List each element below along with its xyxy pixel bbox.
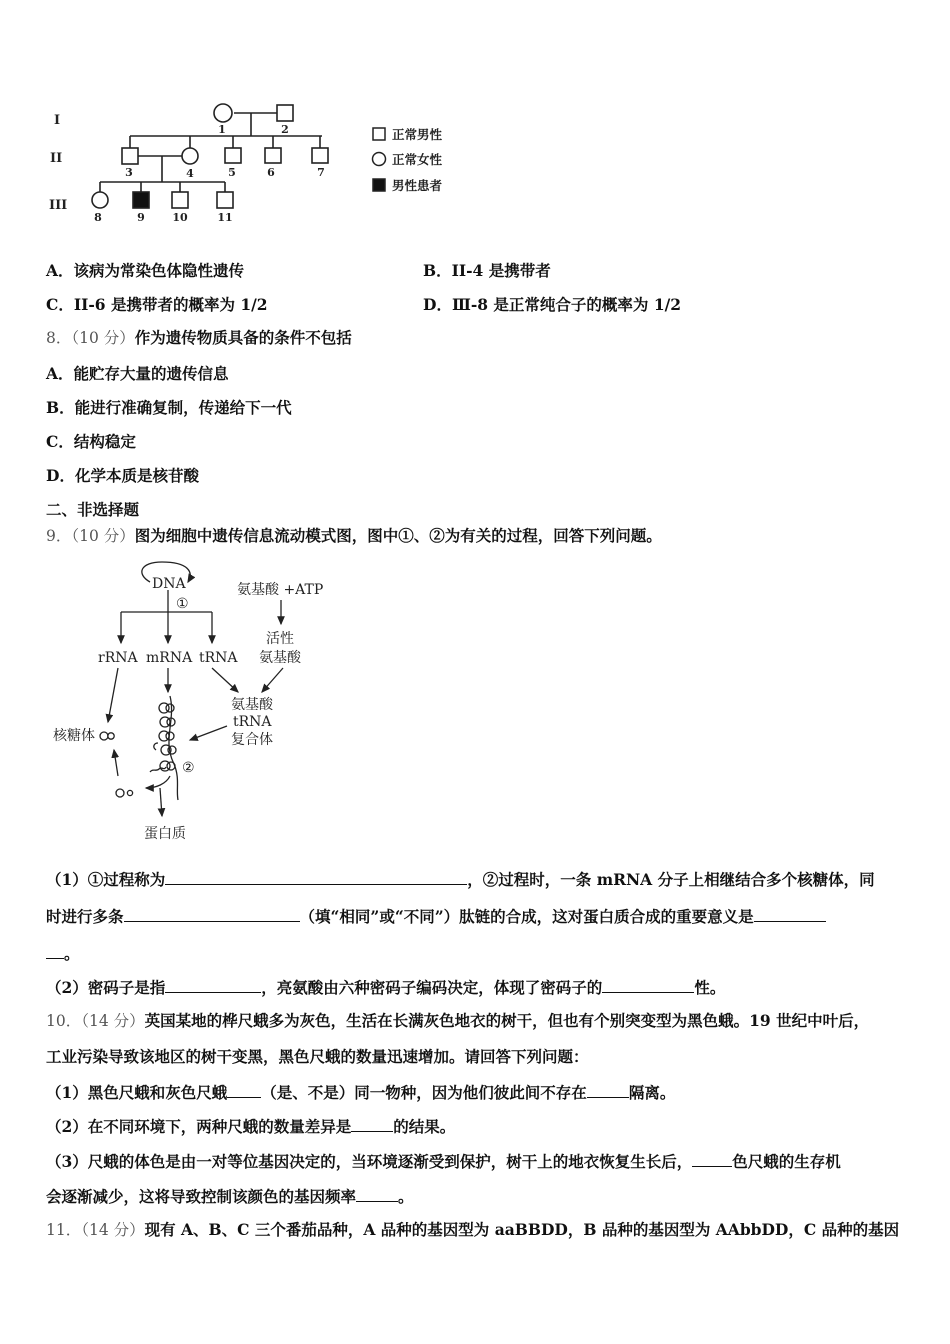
q11-line1: [46, 1220, 899, 1240]
label-dna: DNA: [152, 576, 186, 592]
member-number: 4: [186, 167, 194, 180]
label-rrna: rRNA: [98, 650, 138, 666]
q8-option-d[interactable]: D．化学本质是核苷酸: [46, 466, 199, 485]
q10-p3-text-b: 色尺蛾的生存机: [732, 1152, 841, 1171]
legend-affected-male: 男性患者: [392, 178, 443, 193]
member-number: 2: [281, 123, 289, 136]
q10-part2: [46, 1115, 455, 1137]
label-activated-2: 氨基酸: [259, 650, 301, 666]
legend-affected-male-icon: [373, 179, 385, 191]
member-4-female: [182, 148, 198, 164]
label-complex-3: 复合体: [231, 732, 273, 748]
legend-normal-male: 正常男性: [392, 127, 443, 142]
q8-option-a[interactable]: A．能贮存大量的遗传信息: [46, 364, 229, 383]
q7-option-c[interactable]: C．II-6 是携带者的概率为 1/2: [46, 295, 268, 314]
q9-blank-1[interactable]: [165, 868, 467, 885]
member-2-male: [277, 105, 293, 121]
gen-label-3: III: [49, 198, 68, 213]
label-complex-2: tRNA: [233, 714, 272, 730]
q8-stem: [46, 328, 352, 348]
member-7-male: [312, 148, 328, 163]
q10-p2-text-b: 的结果。: [393, 1117, 456, 1136]
q11-text-1: 现有 A、B、C 三个番茄品种，A 品种的基因型为 aaBBDD，B 品种的基因型为 AAbbDD，C 品种的基因: [144, 1220, 900, 1239]
q9-text: 图为细胞中遗传信息流动模式图，图中①、②为有关的过程，回答下列问题。: [134, 526, 662, 545]
q10-blank-4[interactable]: [692, 1150, 732, 1167]
label-complex-1: 氨基酸: [231, 697, 273, 713]
gen-label-2: II: [50, 151, 63, 166]
member-9-affected-male: [133, 192, 149, 208]
label-activated-1: 活性: [266, 631, 294, 647]
q7-option-d[interactable]: D．Ⅲ-8 是正常纯合子的概率为 1/2: [423, 295, 682, 314]
label-ribosome: 核糖体: [53, 728, 95, 744]
q9-p1-text-c: 时进行多条: [46, 907, 124, 926]
q9-blank-2[interactable]: [124, 905, 300, 922]
q10-blank-3[interactable]: [351, 1115, 393, 1132]
q10-line2: 工业污染导致该地区的树干变黑，黑色尺蛾的数量迅速增加。请回答下列问题：: [46, 1047, 589, 1066]
gene-expression-diagram: [0, 550, 950, 850]
member-number: 8: [94, 211, 102, 224]
q10-part1: [46, 1081, 675, 1103]
q10-p3-text-a: （3）尺蛾的体色是由一对等位基因决定的，当环境逐渐受到保护，树干上的地衣恢复生长后，: [46, 1152, 693, 1171]
member-8-female: [92, 192, 108, 208]
label-process-1: ①: [176, 596, 189, 612]
q7-option-a[interactable]: A．该病为常染色体隐性遗传: [46, 261, 245, 280]
q10-part3-line1: [46, 1150, 841, 1172]
q9-stem: [46, 526, 662, 546]
q10-p1-text-c: 隔离。: [628, 1083, 676, 1102]
q10-p2-text-a: （2）在不同环境下，两种尺蛾的数量差异是: [46, 1117, 352, 1136]
q9-blank-3-cont[interactable]: [46, 942, 64, 959]
legend-normal-male-icon: [373, 128, 385, 140]
label-process-2: ②: [182, 760, 195, 776]
member-3-male: [122, 148, 138, 164]
q8-number: 8．（10 分）: [46, 329, 135, 347]
q8-option-c[interactable]: C．结构稳定: [46, 432, 136, 451]
label-protein: 蛋白质: [144, 826, 186, 842]
q9-part1-line1: [46, 868, 875, 890]
member-10-male: [172, 192, 188, 208]
member-number: 9: [137, 211, 145, 224]
q7-option-b[interactable]: B．II-4 是携带者: [423, 261, 551, 280]
legend-normal-female-icon: [373, 153, 386, 166]
member-number: 1: [218, 123, 226, 136]
q10-blank-2[interactable]: [587, 1081, 629, 1098]
q10-blank-1[interactable]: [227, 1081, 261, 1098]
member-1-female: [214, 104, 232, 122]
q9-p2-text-c: 性。: [694, 978, 726, 997]
member-number: 5: [228, 166, 236, 179]
q10-p1-text-b: （是、不是）同一物种，因为他们彼此间不存在: [261, 1083, 587, 1102]
q10-line1: [46, 1011, 869, 1031]
q10-blank-5[interactable]: [356, 1185, 398, 1202]
q10-p3-text-d: 。: [398, 1187, 414, 1206]
pedigree-chart: [0, 0, 950, 230]
q10-part3-line2: [46, 1185, 414, 1207]
q9-part1-line3: [46, 942, 80, 964]
legend-normal-female: 正常女性: [392, 152, 443, 167]
q11-number: 11．（14 分）: [46, 1221, 145, 1239]
q9-p1-text-b: ，②过程时，一条 mRNA 分子上相继结合多个核糖体，同: [467, 870, 875, 889]
label-trna: tRNA: [199, 650, 238, 666]
q10-p1-text-a: （1）黑色尺蛾和灰色尺蛾: [46, 1083, 228, 1102]
q9-p2-text-b: ，亮氨酸由六种密码子编码决定，体现了密码子的: [261, 978, 603, 997]
ribosome-subunit-icon: [116, 789, 124, 797]
q9-part2: [46, 976, 725, 998]
member-number: 11: [217, 211, 233, 224]
q10-p3-text-c: 会逐渐减少，这将导致控制该颜色的基因频率: [46, 1187, 357, 1206]
q9-blank-3[interactable]: [754, 905, 826, 922]
q7-option-row-2: [46, 295, 682, 315]
q9-p1-text-d: （填“相同”或“不同”）肽链的合成，这对蛋白质合成的重要意义是: [299, 907, 754, 926]
q9-p2-text-a: （2）密码子是指: [46, 978, 166, 997]
member-number: 7: [317, 166, 325, 179]
gen-label-1: I: [54, 113, 61, 128]
member-6-male: [265, 148, 281, 163]
label-mrna: mRNA: [146, 650, 193, 666]
q9-number: 9．（10 分）: [46, 527, 135, 545]
label-aa-atp: 氨基酸 +ATP: [237, 582, 324, 598]
q9-blank-5[interactable]: [602, 976, 694, 993]
q8-text: 作为遗传物质具备的条件不包括: [134, 328, 352, 347]
q8-option-b[interactable]: B．能进行准确复制，传递给下一代: [46, 398, 292, 417]
q10-text-1: 英国某地的桦尺蛾多为灰色，生活在长满灰色地衣的树干，但也有个别突变型为黑色蛾。19 世纪中叶后，: [144, 1011, 870, 1030]
ribosome-icon: [100, 732, 108, 740]
member-number: 10: [172, 211, 188, 224]
member-number: 3: [125, 166, 133, 179]
q9-p1-text-e: 。: [64, 944, 80, 963]
q10-number: 10．（14 分）: [46, 1012, 145, 1030]
member-5-male: [225, 148, 241, 163]
q7-option-row-1: [46, 261, 551, 281]
member-11-male: [217, 192, 233, 208]
q9-p1-text-a: （1）①过程称为: [46, 870, 166, 889]
section-heading: 二、非选择题: [46, 500, 140, 519]
q9-blank-4[interactable]: [165, 976, 261, 993]
member-number: 6: [267, 166, 275, 179]
q9-part1-line2: [46, 905, 826, 927]
